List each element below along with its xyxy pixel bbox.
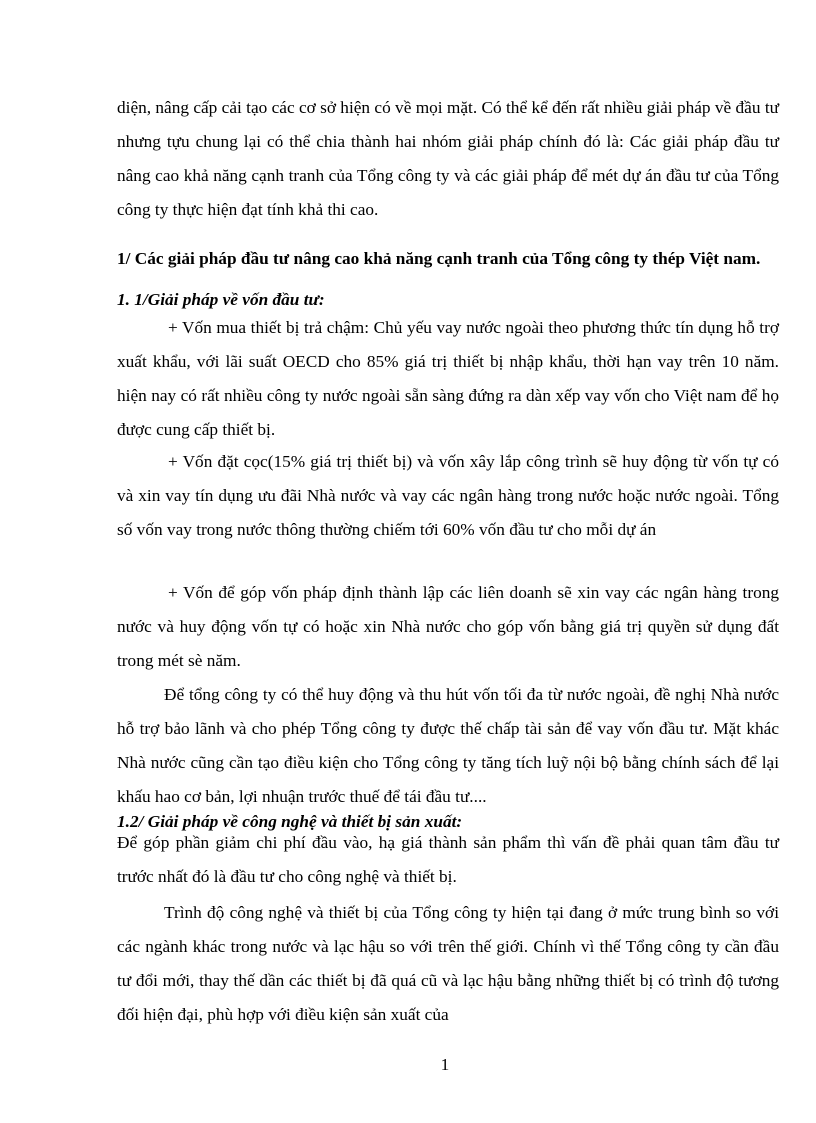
intro-paragraph: diện, nâng cấp cải tạo các cơ sở hiện có về mọi mặt. Có thể kể đến rất nhiều giải pháp về đầu tư nhưng tựu chung lại có thể chia thành hai nhóm giải pháp chính đó là: Các giải pháp đầu tư nâng cao khả năng cạnh tranh của Tổng công ty và các giải pháp để mét dự án đầu tư của Tổng công ty thực hiện đạt tính khả thi cao. [117,98,779,219]
paragraph-deferred-equipment-capital: + Vốn mua thiết bị trả chậm: Chủ yếu vay nước ngoài theo phương thức tín dụng hỗ trợ xuất khẩu, với lãi suất OECD cho 85% giá trị thiết bị nhập khẩu, thời hạn vay trên 10 năm. hiện nay có rất nhiều công ty nước ngoài sẵn sàng đứng ra dàn xếp vay vốn cho Việt nam để họ được cung cấp thiết bị. [117,318,779,439]
section-1-1-heading: 1. 1/Giải pháp về vốn đầu tư: [117,290,325,309]
paragraph-foreign-capital: Để tổng công ty có thể huy động và thu hút vốn tối đa từ nước ngoài, đề nghị Nhà nước hỗ trợ bảo lãnh và cho phép Tổng công ty được thế chấp tài sản để vay vốn đầu tư. Mặt khác Nhà nước cũng cần tạo điều kiện cho Tổng công ty tăng tích luỹ nội bộ bằng chính sách để lại khấu hao cơ bản, lợi nhuận trước thuế để tái đầu tư.... [117,685,779,806]
page-number: 1 [440,1055,450,1074]
paragraph-deposit-capital: + Vốn đặt cọc(15% giá trị thiết bị) và vốn xây lắp công trình sẽ huy động từ vốn tự có và xin vay tín dụng ưu đãi Nhà nước và vay các ngân hàng trong nước hoặc nước ngoài. Tổng số vốn vay trong nước thông thường chiếm tới 60% vốn đầu tư cho mỗi dự án [117,452,779,539]
section-1-2-heading: 1.2/ Giải pháp về công nghệ và thiết bị sản xuất: [117,812,463,831]
section-1-heading: 1/ Các giải pháp đầu tư nâng cao khả năng cạnh tranh của Tổng công ty thép Việt nam. [117,249,761,268]
paragraph-legal-capital: + Vốn để góp vốn pháp định thành lập các liên doanh sẽ xin vay các ngân hàng trong nước và huy động vốn tự có hoặc xin Nhà nước cho góp vốn bằng giá trị quyền sử dụng đất trong mét sè năm. [117,583,779,670]
paragraph-technology-priority: Để góp phần giảm chi phí đầu vào, hạ giá thành sản phẩm thì vấn đề phải quan tâm đầu tư trước nhất đó là đầu tư cho công nghệ và thiết bị. [117,833,779,886]
paragraph-technology-level: Trình độ công nghệ và thiết bị của Tổng công ty hiện tại đang ở mức trung bình so với các ngành khác trong nước và lạc hậu so với trên thế giới. Chính vì thế Tổng công ty cần đầu tư đổi mới, thay thế dần các thiết bị đã quá cũ và lạc hậu bằng những thiết bị có trình độ tương đối hiện đại, phù hợp với điều kiện sản xuất của [117,903,779,1024]
